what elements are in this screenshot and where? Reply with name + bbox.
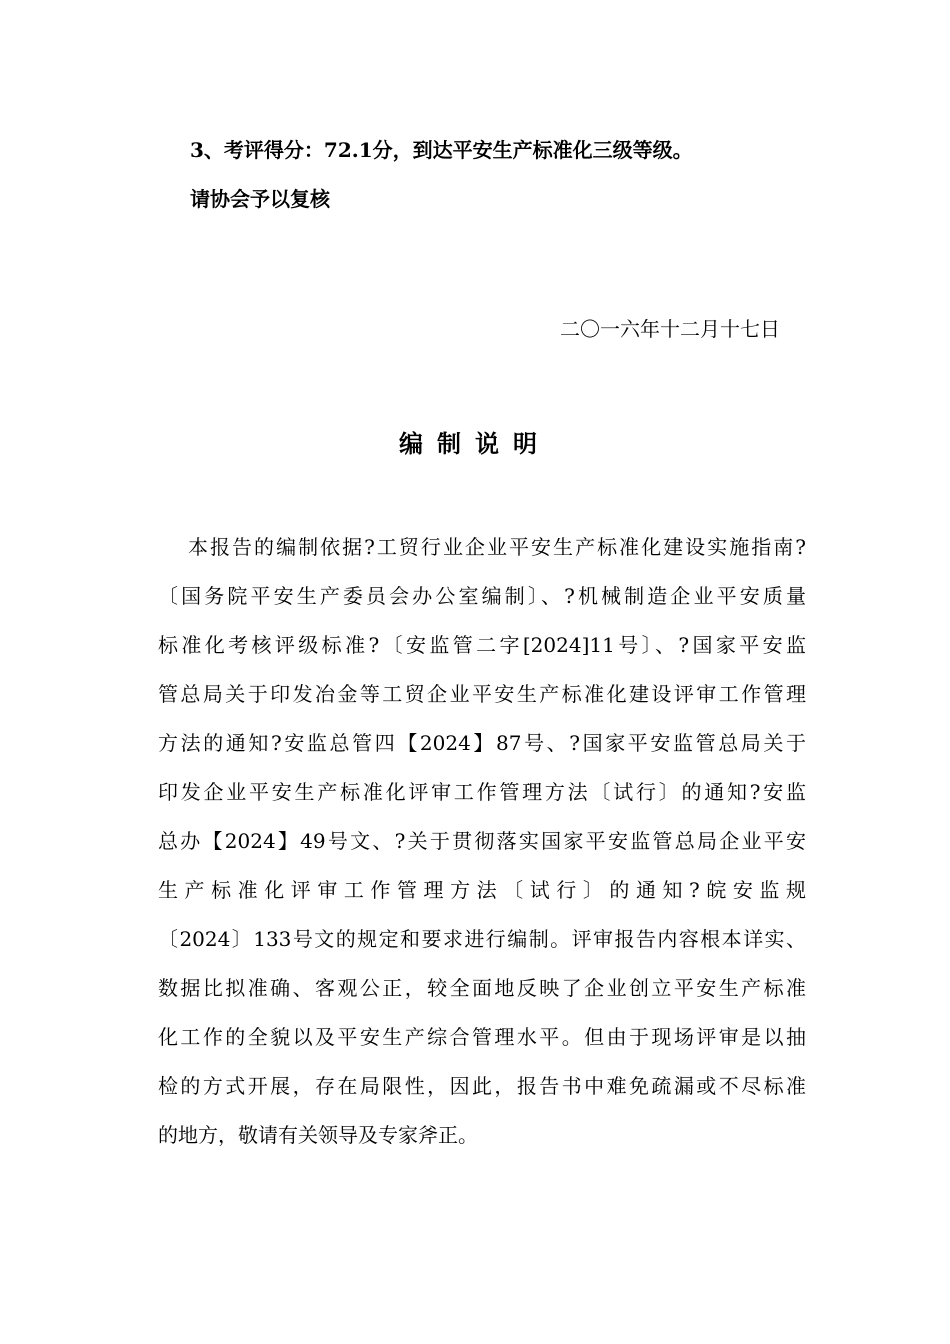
body-line: 管总局关于印发冶金等工贸企业平安生产标准化建设评审工作管理 bbox=[158, 682, 806, 706]
body-line: 检的方式开展，存在局限性，因此，报告书中难免疏漏或不尽标准 bbox=[158, 1074, 806, 1098]
body-line: 的地方，敬请有关领导及专家斧正。 bbox=[158, 1123, 478, 1147]
body-line: 总办【2024】49号文、?关于贯彻落实国家平安监管总局企业平安 bbox=[158, 829, 806, 853]
document-date: 二〇一六年十二月十七日 bbox=[560, 317, 780, 341]
review-request: 请协会予以复核 bbox=[190, 187, 330, 211]
section-title: 编制说明 bbox=[399, 429, 551, 458]
body-line: 标准化考核评级标准?〔安监管二字[2024]11号〕、?国家平安监 bbox=[158, 633, 806, 657]
body-line: 〔国务院平安生产委员会办公室编制〕、?机械制造企业平安质量 bbox=[158, 584, 806, 608]
body-line: 方法的通知?安监总管四【2024】87号、?国家平安监管总局关于 bbox=[158, 731, 806, 755]
score-statement: 3、考评得分：72.1分，到达平安生产标准化三级等级。 bbox=[190, 138, 693, 162]
body-line: 生产标准化评审工作管理方法〔试行〕的通知?皖安监规 bbox=[158, 878, 806, 902]
body-line: 印发企业平安生产标准化评审工作管理方法〔试行〕的通知?安监 bbox=[158, 780, 806, 804]
body-line: 本报告的编制依据?工贸行业企业平安生产标准化建设实施指南? bbox=[188, 535, 806, 559]
body-line: 化工作的全貌以及平安生产综合管理水平。但由于现场评审是以抽 bbox=[158, 1025, 806, 1049]
body-line: 〔2024〕133号文的规定和要求进行编制。评审报告内容根本详实、 bbox=[158, 927, 806, 951]
body-line: 数据比拟准确、客观公正，较全面地反映了企业创立平安生产标准 bbox=[158, 976, 806, 1000]
